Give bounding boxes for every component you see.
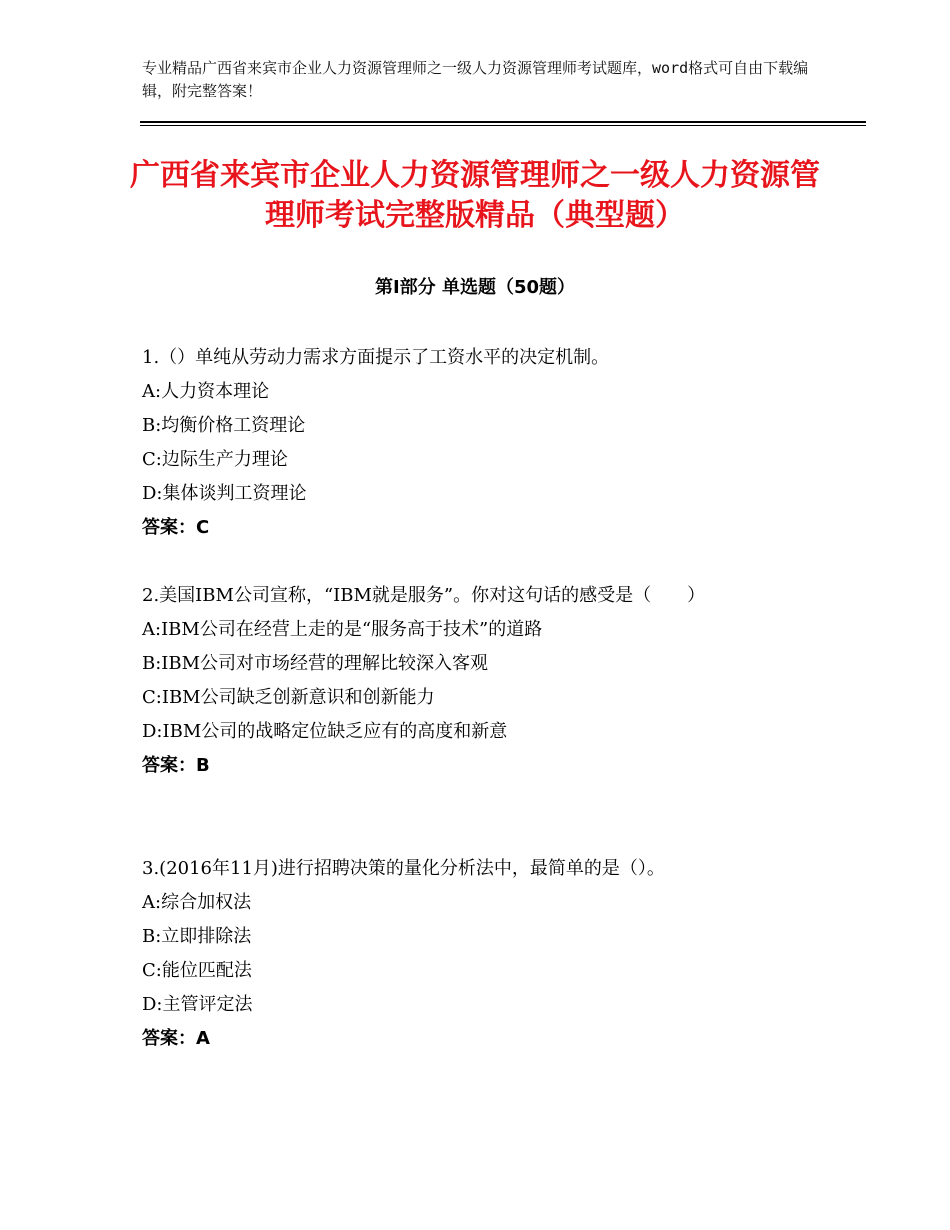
answer: 答案：B: [142, 755, 210, 776]
header-rule-thick: [140, 121, 866, 123]
header-note: 专业精品广西省来宾市企业人力资源管理师之一级人力资源管理师考试题库，word格式可自由下载编辑，附完整答案！: [142, 59, 809, 100]
answer: 答案：A: [142, 1028, 210, 1049]
option-d: D:IBM公司的战略定位缺乏应有的高度和新意: [142, 721, 508, 742]
option-d: D:主管评定法: [142, 994, 253, 1015]
option-c: C:IBM公司缺乏创新意识和创新能力: [142, 687, 435, 708]
option-b: B:均衡价格工资理论: [142, 415, 306, 436]
header-rule-thin: [140, 125, 866, 126]
option-b: B:IBM公司对市场经营的理解比较深入客观: [142, 653, 489, 674]
question-stem: 3.(2016年11月)进行招聘决策的量化分析法中，最简单的是（）。: [142, 858, 665, 879]
option-c: C:能位匹配法: [142, 960, 252, 981]
answer: 答案：C: [142, 517, 210, 538]
option-a: A:IBM公司在经营上走的是“服务高于技术”的道路: [142, 619, 543, 640]
question-stem: 2.美国IBM公司宣称，“IBM就是服务”。你对这句话的感受是（ ）: [142, 585, 706, 606]
option-d: D:集体谈判工资理论: [142, 483, 307, 504]
option-a: A:综合加权法: [142, 892, 252, 913]
question-1: [142, 341, 822, 545]
section-title: 第Ⅰ部分 单选题（50题）: [374, 277, 575, 298]
option-b: B:立即排除法: [142, 926, 252, 947]
document-title: 广西省来宾市企业人力资源管理师之一级人力资源管理师考试完整版精品（典型题）: [130, 158, 820, 233]
option-a: A:人力资本理论: [142, 381, 270, 402]
question-3: [142, 852, 822, 1056]
option-c: C:边际生产力理论: [142, 449, 288, 470]
question-stem: 1.（）单纯从劳动力需求方面提示了工资水平的决定机制。: [142, 347, 610, 368]
question-2: [142, 579, 822, 783]
